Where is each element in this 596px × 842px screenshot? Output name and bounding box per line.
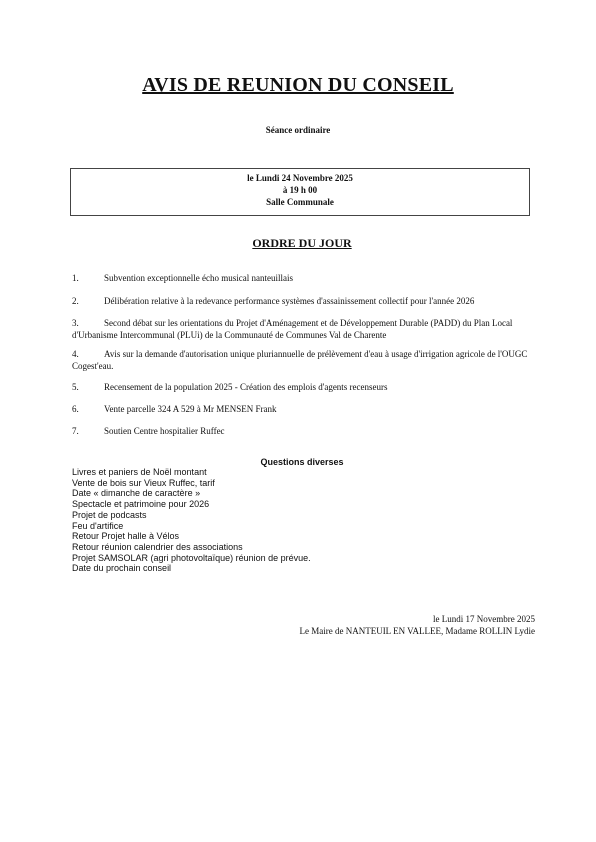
questions-list: [72, 467, 472, 574]
agenda-item-text: Avis sur la demande d'autorisation unique pluriannuelle de prélèvement d'eau à usage d'irrigation agricole de l'OUGC Cogest'eau.: [72, 349, 528, 371]
question-item: Retour Projet halle à Vélos: [72, 531, 180, 542]
agenda-item-text: Recensement de la population 2025 - Création des emplois d'agents recenseurs: [104, 382, 388, 392]
question-item: Projet de podcasts: [72, 509, 147, 520]
agenda-item-number: 6.: [72, 404, 79, 414]
signature-signer: Le Maire de NANTEUIL EN VALLEE, Madame ROLLIN Lydie: [299, 626, 535, 636]
agenda-title: ORDRE DU JOUR: [252, 236, 352, 250]
agenda-item-number: 1.: [72, 273, 79, 283]
agenda-item-number: 3.: [72, 318, 79, 328]
agenda-item-text: Subvention exceptionnelle écho musical nanteuillais: [104, 273, 293, 283]
agenda-item-text: Second débat sur les orientations du Projet d'Aménagement et de Développement Durable (PADD) du Plan Local d'Urbanisme Intercommunal (PLUi) de la Communauté de Communes Val de Charente: [72, 318, 513, 340]
agenda-item-text: Délibération relative à la redevance performance systèmes d'assainissement collectif pour l'année 2026: [104, 296, 475, 306]
meeting-time: à 19 h 00: [282, 185, 318, 195]
agenda-item: [72, 317, 532, 341]
agenda-item-number: 2.: [72, 296, 79, 306]
question-item: Feu d'artifice: [72, 520, 124, 531]
agenda-item-number: 7.: [72, 426, 79, 436]
agenda-item: [72, 425, 532, 437]
questions-title: Questions diverses: [260, 457, 344, 467]
question-item: Date « dimanche de caractère »: [72, 488, 201, 499]
question-item: Spectacle et patrimoine pour 2026: [72, 499, 210, 510]
signature-date: le Lundi 17 Novembre 2025: [433, 614, 535, 624]
question-item: Date du prochain conseil: [72, 563, 172, 574]
question-item: Vente de bois sur Vieux Ruffec, tarif: [72, 477, 215, 488]
agenda-item-number: 4.: [72, 349, 79, 359]
agenda-item-number: 5.: [72, 382, 79, 392]
meeting-place: Salle Communale: [266, 197, 334, 207]
question-item: Livres et paniers de Noël montant: [72, 467, 207, 477]
agenda-item: [72, 295, 532, 307]
agenda-item: [72, 348, 532, 372]
agenda-item-text: Vente parcelle 324 A 529 à Mr MENSEN Frank: [104, 404, 277, 414]
meeting-info-box: [70, 168, 530, 216]
agenda-item: [72, 381, 532, 393]
document-title: AVIS DE REUNION DU CONSEIL: [142, 74, 454, 96]
agenda-item: [72, 272, 532, 284]
meeting-date: le Lundi 24 Novembre 2025: [247, 173, 353, 183]
question-item: Projet SAMSOLAR (agri photovoltaïque) réunion de prévue.: [72, 552, 311, 563]
agenda-item-text: Soutien Centre hospitalier Ruffec: [104, 426, 225, 436]
session-type: Séance ordinaire: [265, 125, 331, 135]
question-item: Retour réunion calendrier des associations: [72, 541, 243, 552]
agenda-item: [72, 403, 532, 415]
